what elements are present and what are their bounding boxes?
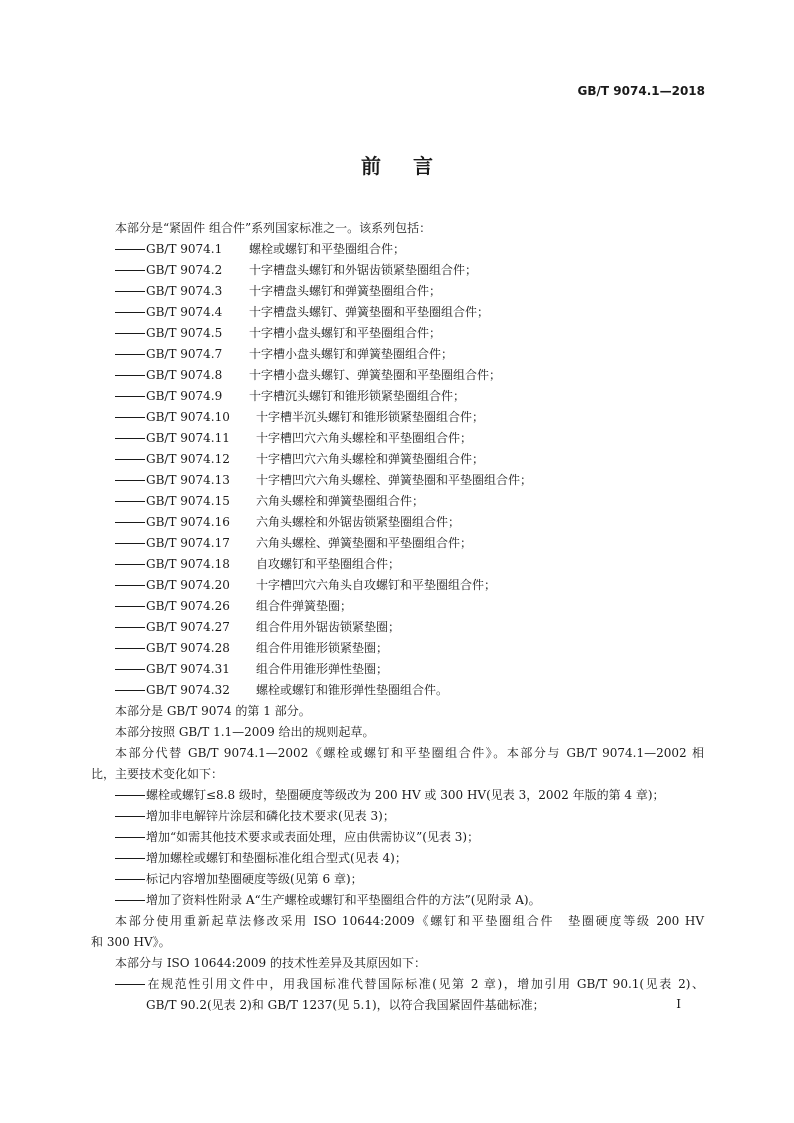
em-dash (115, 627, 145, 628)
em-dash (115, 900, 145, 901)
series-item (91, 554, 704, 575)
em-dash (115, 837, 145, 838)
differences-intro: 本部分与 ISO 10644:2009 的技术性差异及其原因如下： (115, 956, 426, 970)
series-item (91, 239, 704, 260)
series-item (91, 512, 704, 533)
change-item (91, 827, 704, 848)
em-dash (115, 984, 145, 985)
series-name: 自攻螺钉和平垫圈组合件； (256, 557, 401, 571)
em-dash (115, 249, 145, 250)
page-number: I (676, 997, 681, 1011)
drafting-rule: 本部分按照 GB/T 1.1—2009 给出的规则起草。 (115, 725, 375, 739)
iso-adoption-line-1: 本部分使用重新起草法修改采用 ISO 10644:2009《螺钉和平垫圈组合件 垫圈硬度等级 200 HV (115, 914, 704, 928)
series-name: 螺栓或螺钉和锥形弹性垫圈组合件。 (256, 683, 449, 697)
series-code: GB/T 9074.27 (146, 620, 230, 634)
em-dash (115, 564, 145, 565)
series-item (91, 533, 704, 554)
part-statement: 本部分是 GB/T 9074 的第 1 部分。 (115, 704, 311, 718)
series-name: 十字槽沉头螺钉和锥形锁紧垫圈组合件； (249, 389, 466, 403)
change-item (91, 890, 704, 911)
difference-item (91, 974, 704, 995)
series-code: GB/T 9074.10 (146, 410, 230, 424)
em-dash (115, 585, 145, 586)
series-name: 十字槽小盘头螺钉、弹簧垫圈和平垫圈组合件； (249, 368, 502, 382)
series-list (91, 239, 704, 701)
intro-paragraph: 本部分是“紧固件 组合件”系列国家标准之一。该系列包括： (115, 221, 432, 235)
series-name: 组合件用锥形锁紧垫圈； (256, 641, 389, 655)
change-text: 标记内容增加垫圈硬度等级(见第 6 章)； (146, 872, 363, 886)
series-code: GB/T 9074.20 (146, 578, 230, 592)
difference-item-continued: GB/T 90.2(见表 2)和 GB/T 1237(见 5.1)，以符合我国紧固件基础标准； (146, 998, 545, 1012)
em-dash (115, 480, 145, 481)
em-dash (115, 795, 145, 796)
series-name: 十字槽凹穴六角头自攻螺钉和平垫圈组合件； (256, 578, 497, 592)
series-item (91, 491, 704, 512)
series-item (91, 470, 704, 491)
series-name: 十字槽小盘头螺钉和弹簧垫圈组合件； (249, 347, 454, 361)
series-code: GB/T 9074.7 (146, 347, 223, 361)
series-item (91, 386, 704, 407)
em-dash (115, 816, 145, 817)
em-dash (115, 270, 145, 271)
series-item (91, 449, 704, 470)
em-dash (115, 669, 145, 670)
series-item (91, 407, 704, 428)
series-name: 十字槽盘头螺钉和外锯齿锁紧垫圈组合件； (249, 263, 478, 277)
series-item (91, 617, 704, 638)
em-dash (115, 417, 145, 418)
series-item (91, 575, 704, 596)
series-code: GB/T 9074.11 (146, 431, 230, 445)
series-item (91, 365, 704, 386)
series-item (91, 680, 704, 701)
change-item (91, 869, 704, 890)
em-dash (115, 354, 145, 355)
series-code: GB/T 9074.16 (146, 515, 230, 529)
em-dash (115, 648, 145, 649)
change-item (91, 848, 704, 869)
em-dash (115, 879, 145, 880)
series-item (91, 323, 704, 344)
em-dash (115, 312, 145, 313)
em-dash (115, 459, 145, 460)
series-name: 十字槽凹穴六角头螺栓、弹簧垫圈和平垫圈组合件； (256, 473, 533, 487)
em-dash (115, 333, 145, 334)
change-text: 增加非电解锌片涂层和磷化技术要求(见表 3)； (146, 809, 395, 823)
em-dash (115, 543, 145, 544)
series-code: GB/T 9074.32 (146, 683, 230, 697)
series-code: GB/T 9074.15 (146, 494, 230, 508)
series-code: GB/T 9074.17 (146, 536, 230, 550)
series-item (91, 428, 704, 449)
series-name: 六角头螺栓、弹簧垫圈和平垫圈组合件； (256, 536, 473, 550)
em-dash (115, 522, 145, 523)
series-code: GB/T 9074.13 (146, 473, 230, 487)
em-dash (115, 858, 145, 859)
series-code: GB/T 9074.4 (146, 305, 223, 319)
iso-adoption-line-2: 和 300 HV》。 (91, 935, 171, 949)
series-code: GB/T 9074.5 (146, 326, 223, 340)
series-name: 组合件用锥形弹性垫圈； (256, 662, 389, 676)
change-text: 增加“如需其他技术要求或表面处理，应由供需协议”(见表 3)； (146, 830, 480, 844)
series-code: GB/T 9074.31 (146, 662, 230, 676)
series-code: GB/T 9074.3 (146, 284, 223, 298)
series-code: GB/T 9074.28 (146, 641, 230, 655)
series-item (91, 659, 704, 680)
series-code: GB/T 9074.2 (146, 263, 223, 277)
series-name: 组合件用外锯齿锁紧垫圈； (256, 620, 401, 634)
series-code: GB/T 9074.12 (146, 452, 230, 466)
replacement-line-2: 比，主要技术变化如下： (91, 767, 224, 781)
series-name: 十字槽盘头螺钉、弹簧垫圈和平垫圈组合件； (249, 305, 490, 319)
change-item (91, 806, 704, 827)
series-code: GB/T 9074.26 (146, 599, 230, 613)
em-dash (115, 501, 145, 502)
series-name: 十字槽盘头螺钉和弹簧垫圈组合件； (249, 284, 442, 298)
series-name: 组合件弹簧垫圈； (256, 599, 353, 613)
foreword-body (91, 218, 704, 1016)
change-text: 增加螺栓或螺钉和垫圈标准化组合型式(见表 4)； (146, 851, 407, 865)
series-name: 六角头螺栓和弹簧垫圈组合件； (256, 494, 425, 508)
em-dash (115, 606, 145, 607)
changes-list (91, 785, 704, 911)
change-item (91, 785, 704, 806)
change-text: 螺栓或螺钉≤8.8 级时，垫圈硬度等级改为 200 HV 或 300 HV(见表 3，2002 年版的第 4 章)； (146, 788, 665, 802)
page-title: 前言 (361, 154, 465, 178)
em-dash (115, 396, 145, 397)
difference-text-1: 在规范性引用文件中，用我国标准代替国际标准(见第 2 章)，增加引用 GB/T 90.1(见表 2)、 (146, 977, 704, 991)
series-item (91, 302, 704, 323)
series-name: 十字槽凹穴六角头螺栓和弹簧垫圈组合件； (256, 452, 485, 466)
em-dash (115, 291, 145, 292)
series-item (91, 344, 704, 365)
series-name: 十字槽小盘头螺钉和平垫圈组合件； (249, 326, 442, 340)
em-dash (115, 438, 145, 439)
series-name: 六角头螺栓和外锯齿锁紧垫圈组合件； (256, 515, 461, 529)
series-item (91, 638, 704, 659)
em-dash (115, 690, 145, 691)
series-item (91, 281, 704, 302)
series-item (91, 596, 704, 617)
series-name: 螺栓或螺钉和平垫圈组合件； (249, 242, 406, 256)
series-item (91, 260, 704, 281)
replacement-line-1: 本部分代替 GB/T 9074.1—2002《螺栓或螺钉和平垫圈组合件》。本部分与 GB/T 9074.1—2002 相 (115, 746, 704, 760)
em-dash (115, 375, 145, 376)
series-code: GB/T 9074.1 (146, 242, 223, 256)
change-text: 增加了资料性附录 A“生产螺栓或螺钉和平垫圈组合件的方法”(见附录 A)。 (146, 893, 541, 907)
series-code: GB/T 9074.8 (146, 368, 223, 382)
series-code: GB/T 9074.9 (146, 389, 223, 403)
series-code: GB/T 9074.18 (146, 557, 230, 571)
series-name: 十字槽凹穴六角头螺栓和平垫圈组合件； (256, 431, 473, 445)
series-name: 十字槽半沉头螺钉和锥形锁紧垫圈组合件； (256, 410, 485, 424)
standard-code: GB/T 9074.1—2018 (577, 84, 705, 98)
